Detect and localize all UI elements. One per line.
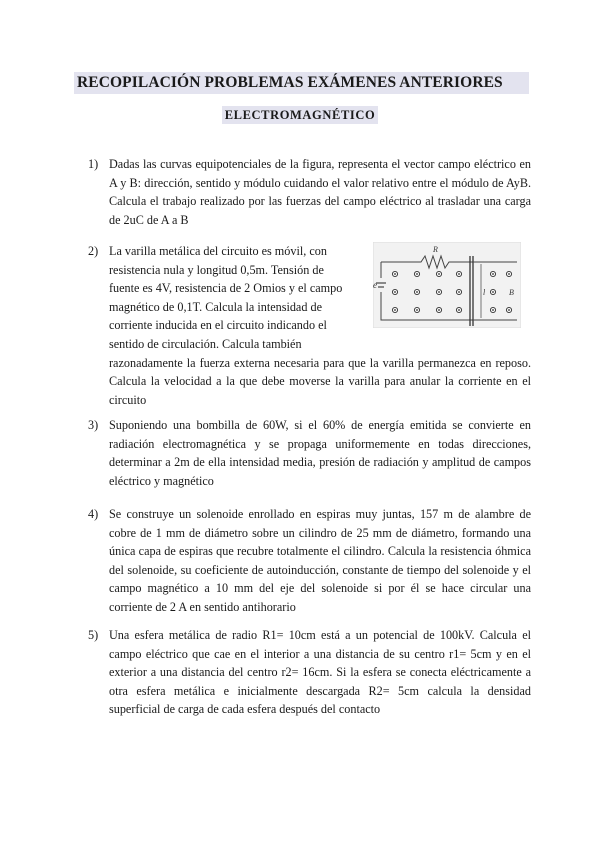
- problem-number: 5): [88, 628, 99, 642]
- problem-text: Se construye un solenoide enrollado en espiras muy juntas, 157 m de alambre de cobre de 1 mm de diámetro sobre un cilindro de 25 mm de diámetro, formando una única capa de espiras que recubre totalmente el cilindro. Calcula la resistencia óhmica del solenoide, su coeficiente de autoinducción, constante de tiempo del solenoide y el campo magnético a 10 mm del eje del solenoide si por él se hace circular una corriente de 2 A en sentido antihorario: [109, 507, 531, 614]
- problem-text: La varilla metálica del circuito es móvil, con resistencia nula y longitud 0,5m. Tensión de fuente es 4V, resistencia de 2 Omios y el campo magnético de 0,1T. Calcula la intensidad de corriente inducida en el circuito indicando el sentido de circulación. Calcula también razonadamente la fuerza externa necesaria para que la varilla permanezca en reposo. Calcula la velocidad a la que debe moverse la varilla para anular la corriente en el circuito: [109, 244, 531, 407]
- svg-text:R: R: [433, 245, 438, 254]
- problem-text: Una esfera metálica de radio R1= 10cm está a un potencial de 100kV. Calcula el campo eléctrico que cae en el interior a una distancia de su centro r1= 5cm y en el exterior a una distancia del centro r2= 16cm. Si la esfera se conecta eléctricamente a otra esfera metálica e inicialmente descargada R2= 5cm calcula la densidad superficial de carga de cada esfera después del contacto: [109, 628, 531, 717]
- circuit-figure: [373, 242, 521, 328]
- problem-text: Suponiendo una bombilla de 60W, si el 60% de energía emitida se convierte en radiación electromagnética y se propaga uniformemente en todas direcciones, determinar a 2m de ella intensidad media, presión de radiación y amplitud de campos eléctrico y magnético: [109, 418, 531, 488]
- svg-text:B: B: [509, 288, 514, 297]
- section-subtitle: ELECTROMAGNÉTICO: [0, 108, 600, 123]
- svg-text:e: e: [373, 280, 377, 290]
- problem-number: 1): [88, 157, 99, 171]
- problem-text: Dadas las curvas equipotenciales de la figura, representa el vector campo eléctrico en A y B: dirección, sentido y módulo cuidando el valor relativo entre el módulo de AyB. Calcula el trabajo realizado por las fuerzas del campo eléctrico al trasladar una carga de 2uC de A a B: [109, 157, 531, 227]
- problem-number: 2): [88, 244, 99, 258]
- problem-number: 3): [88, 418, 99, 432]
- problem-number: 4): [88, 507, 99, 521]
- svg-text:l: l: [483, 288, 486, 297]
- page-title: RECOPILACIÓN PROBLEMAS EXÁMENES ANTERIORES: [74, 72, 529, 94]
